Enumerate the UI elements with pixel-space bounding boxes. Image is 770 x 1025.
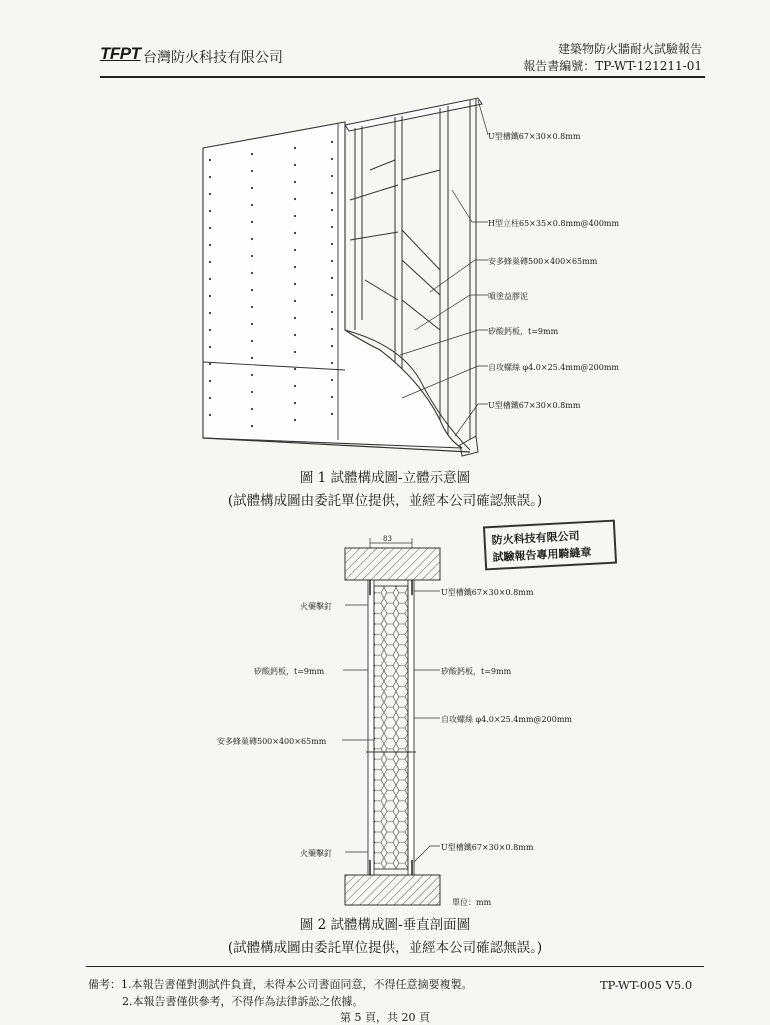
fig2-unit: 單位：mm <box>452 898 492 907</box>
fig1-label-h-stud: H型立柱65×35×0.8mm@400mm <box>488 219 620 228</box>
fig1-label-board: 矽酸鈣板，t=9mm <box>488 327 559 336</box>
fig1-label-u-track-top: U型槽鐵67×30×0.8mm <box>488 132 581 141</box>
page-number: 第 5 頁，共 20 頁 <box>340 1011 430 1024</box>
report-title: 建築物防火牆耐火試驗報告 <box>557 42 702 56</box>
fig2-label-board-left: 矽酸鈣板，t=9mm <box>254 667 325 676</box>
fig2-label-honeycomb: 安多蜂巢磚500×400×65mm <box>217 737 327 746</box>
stamp-line1: 防火科技有限公司 <box>491 529 580 548</box>
report-number: 報告書編號：TP-WT-121211-01 <box>523 59 702 73</box>
fig2-label-nail-bottom: 火藥擊釘 <box>300 849 332 858</box>
company-name: 台灣防火科技有限公司 <box>143 50 283 66</box>
company-logo: TFPT <box>100 44 141 63</box>
fig2-dimension: 83 <box>383 535 392 543</box>
figure1-note: (試體構成圖由委託單位提供，並經本公司確認無誤。) <box>227 493 543 509</box>
footer-remark-1: 備考：1.本報告書僅對測試件負責，未得本公司書面同意，不得任意摘要複製。 <box>88 978 473 991</box>
form-code: TP-WT-005 V5.0 <box>600 978 693 992</box>
footer-remark-2: 2.本報告書僅供參考，不得作為法律訴訟之依據。 <box>122 995 364 1008</box>
fig2-label-u-track-top: U型槽鐵67×30×0.8mm <box>441 588 534 597</box>
fig1-label-u-track-bottom: U型槽鐵67×30×0.8mm <box>488 401 581 410</box>
fig1-label-honeycomb: 安多蜂巢磚500×400×65mm <box>488 257 598 266</box>
stamp-line2: 試驗報告專用騎縫章 <box>492 545 592 565</box>
fig1-label-mortar: 噴塗益膠泥 <box>488 292 528 301</box>
footer-rule <box>86 966 704 967</box>
fig2-label-board-right: 矽酸鈣板，t=9mm <box>441 667 512 676</box>
fig1-label-screw: 自攻螺絲 φ4.0×25.4mm@200mm <box>488 363 619 372</box>
figure1-caption: 圖 1 試體構成圖-立體示意圖 <box>299 470 471 486</box>
figure2-note: (試體構成圖由委託單位提供，並經本公司確認無誤。) <box>227 940 543 956</box>
fig2-label-screw: 自攻螺絲 φ4.0×25.4mm@200mm <box>441 715 572 724</box>
figure2-caption: 圖 2 試體構成圖-垂直剖面圖 <box>299 917 471 933</box>
fig2-label-u-track-bottom: U型槽鐵67×30×0.8mm <box>441 843 534 852</box>
fig2-label-nail-top: 火藥擊釘 <box>300 602 332 611</box>
